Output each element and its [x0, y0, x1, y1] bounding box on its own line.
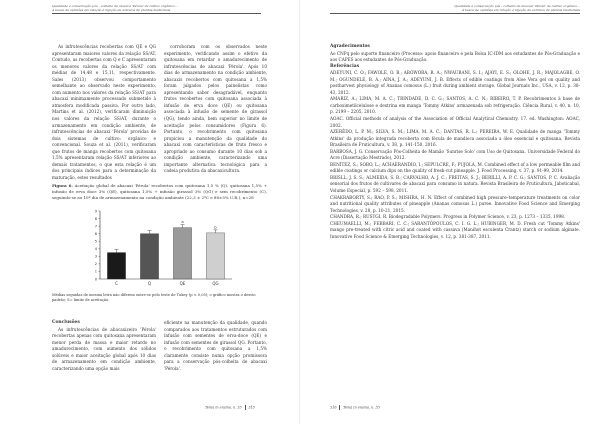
header-line-1: Qualidade e conservação pós - colheita de abacaxi 'Pérola' de cultivo orgânico...: [52, 4, 178, 8]
reference-item: BENÍTEZ, S.; SOBO, L.; ACHAERANDIO, I.; SEPULCRE, F.; PUJOLÀ, M. Combined effect of a low permeable film and edible coatings or calcium dips on the quality of fresh-cut pineapple. J. Food Processing, v. 37, p. 91-99, 2014.: [330, 161, 580, 174]
y-tick-label: 7: [94, 224, 97, 229]
x-tick-label: QE: [179, 281, 186, 286]
bar-label: b: [214, 224, 217, 230]
references-heading: Referências: [330, 63, 360, 69]
acknowledgments-heading: Agradecimentos: [330, 44, 370, 49]
body-column-2: [164, 44, 267, 175]
conclusions-column-2: [164, 320, 267, 372]
y-tick-label: 4: [94, 247, 97, 252]
figure-caption-text: Aceitação global de abacaxi 'Pérola' recobertos com quitosana 1,5 % (Q), quitosana 1,5% + infusão de erva doce 3% (QE), quitosana 1,5% + infusão girassol 3% (QG) e sem recobrimento (C), seguindo-se ao 10º dia de armazenamento na condição ambiente (22,3 ± 2ºC e 88±5% U.R.), n=28: [52, 183, 267, 201]
header-line-2: Á busca de opiniões em relação à injeção de extratos de plantas medicinais: [52, 7, 171, 12]
reference-item: AMARIZ, A.; LIMA, M. A. C.; TRINDADE, D. C. G.; SANTOS, A. C. N.; RIBEIRO, T. P. Recobrimentos à base de carboximetilcelulose e dextrina em manga 'Tommy Atkins' armazenada sob refrigeração. Ciência Rural, v. 40, n. 10, p. 2199 – 2205, 2010.: [330, 96, 580, 115]
bar: [206, 233, 224, 279]
footer-left: [205, 405, 255, 410]
y-tick-label: 6: [94, 231, 97, 236]
reference-item: AOAC. Official methods of analysis of the Association of Official Analytical Chemistry. 17. ed. Washington: AOAC, 2002.: [330, 116, 580, 128]
conclusions-heading: Conclusões: [52, 320, 80, 325]
page-number: 315: [248, 405, 255, 410]
paragraph: corroboram com os observados neste experimento, verificando assim o efetivo da quitosana em retardar o amadurecimento de infrutescências de abacaxi 'Pérola'. Após 10 dias de armazenamento na condição ambiente, abacaxis recobertos com quitosana a 1,5% foram julgados pelos painelistas como apresentando sabor desagradável, enquanto frutos recobertos com quitosana associada à infusão de erva doce (QE) ou quitosana associada à infusão de semente de girassol (QG), tendo ainda, bem superior no limite de aceitação pelos consumidores (Figura 6). Portanto, o recobrimento com quitosana propiciou a manutenção da qualidade do abacaxi com características de fruto fresco e apropriado ao consumo durante 10 dias sob a condição ambiente, caracterizando uma importante alternativa tecnológica para a cadeia produtiva da abacaxicultura.: [164, 44, 267, 174]
y-tick-label: 2: [94, 262, 97, 267]
footer-right: [330, 405, 380, 410]
reference-item: BARBOSA, J. G. Conservação Pós-Colheita de Mamão 'Sunrise Solo' com Uso de Quitosana. Universidade Federal do Acre (Dissertação Mestrado), 2012.: [330, 148, 580, 161]
y-tick-label: 1: [94, 269, 97, 274]
figure-note: Médias seguidas de mesma letra não diferem entre-se pelo teste de Tukey (p < 0,05); o gráfico mostra o desvio padrão; S= limite de aceitação.: [52, 293, 256, 303]
acceptance-bar-chart: [82, 205, 242, 291]
y-tick-label: 8: [94, 216, 97, 221]
running-header-left: [52, 5, 252, 12]
bar: [107, 253, 125, 279]
reference-item: CHAKRABORTY, S.; RAO, P. S.; MISHRA, H. N. Effect of combined high pressure–temperature treatments on color and nutritional quality attributes of pineapple (Ananas comosus L.) puree. Innovative Food Science and Emerging Technologies, v. 28, p. 10-21, 2015.: [330, 194, 580, 213]
paragraph: eficiente na manutenção da qualidade, quando comparados aos tratamentos estruturados com infusão com sementes de erva-doce (QE) e infusão com sementes de girassol QG. Portanto, o recobrimento com quitosana a 1,5% claramente consiste numa opção promissora para a conservação pós-colheita de abacaxi 'Pérola'.: [164, 320, 267, 371]
bar-label: a: [181, 219, 184, 225]
figure-caption: [52, 183, 267, 202]
x-tick-label: Q: [147, 281, 152, 286]
y-tick-label: 0: [94, 277, 97, 282]
header-divider: [52, 13, 261, 14]
right-page: [300, 0, 600, 424]
header-line-2: Á busca de opiniões em relação à injeção de extratos de plantas medicinais: [461, 7, 580, 12]
y-tick-label: 9: [94, 209, 97, 214]
y-tick-label: 5: [94, 239, 97, 244]
reference-item: CHANDRA, R.; RUSTGI, R. Biodegradable Polymers. Progress in Polymer Science, v. 23, p. 1273 – 1335, 1998.: [330, 214, 566, 220]
header-divider: [330, 13, 580, 14]
conclusions-column-1: [52, 320, 156, 372]
paragraph: As infrutescências recobertas com QE e QG apresentaram maiores valores da relação SS/AT. Contudo, as recobertas com Q e C apresentaram os menores valores da relação SS/AT com médias de 14,48 e 15,11, respectivamente. Sales (2013) observou comportamento semelhante ao observado neste experimento, com aumento nos valores da relação SS/AT para abacaxi minimamente processado submetido à atmosfera modificada passiva. Por outro lado, Martins et al. (2012), verificaram diminuição nos valores da relação SS/AT, durante o armazenamento em condição ambiente, de infrutescências de abacaxi 'Pérola' providas de dois sistemas de cultivo: orgânico e convencional. Souza et al. (2011), verificaram que frutos de manga recobertos com quitosana 1,5% apresentaram relação SS/AT inferiores ao demais tratamentos, o que esta relação é um dos principais índices para a determinação da maturação, estes resultados: [52, 44, 156, 180]
header-line-1: Qualidade e conservação pós - colheita de abacaxi 'Pérola' de cultivo orgânico...: [454, 4, 580, 8]
bar: [140, 234, 158, 279]
x-tick-label: QG: [212, 281, 219, 286]
acknowledgments-text: Ao CNPq pelo suporte financeiro (Processo: apoio financeiro e pela Bolsa IC-IDM aos estudantes de Pós-Graduação e aos CAPES aos estudantes de Pós-Graduação.: [330, 50, 580, 63]
paragraph: As infrutescências de abacaxizeiro 'Pérola' recobertas apenas com quitosana apresentaram menor perda de massa e maior retardo no amadurecimento, com aumento dos sólidos solúveis e maior aceitação global após 10 dias de armazenamento em condição ambiente, caracterizando uma opção mais: [52, 326, 156, 371]
references-column: [330, 44, 580, 240]
bar: [173, 228, 191, 279]
footer-journal: Tema in ensino, n. 33: [205, 405, 242, 410]
x-tick-label: C: [115, 281, 118, 286]
running-header-right: [440, 5, 580, 12]
reference-item: AZERÊDO, L. P. M.; SILVA, S. M.; LIMA, M. A. C.; DANTAS, R. L.; PEREIRA, W. E. Qualidade de manga 'Tommy Atkins' da produção integrada recoberta com fécula de mandioca associada a óleo essencial e quitosana. Revista Brasileira de Fruticultura, v. 38, p. 141-150, 2016.: [330, 129, 580, 148]
reference-item: CHEUMAELLI, M.; FEBBARI, C. C.; SARANTÓPOULOS, C. I. G. L.; HUBINGER, M. D. Fresh cut 'Tommy Atkins' mango pre-treated with citric acid and coated with cassava (Manihot esculenta Crantz) starch or sodium alginate. Innovative Food Science & Emerging Technologies, v. 12, p. 381-387, 2011.: [330, 220, 580, 239]
footer-journal: Tema in ensino, n. 33: [343, 405, 380, 410]
figure-caption-label: Figura 6.: [52, 183, 73, 188]
reference-item: ADEYUNI, C. O.; FAWOLE, O. B.; ABOWORA, R. A.; NWAUBANI, S. I.; AJAYI, E. S.; OLOHE, J. R.; MAJOLAGBE, O. M.; OGUNDELE, B. A.; AINA, J. A.; ADEYUNI, J. B. Effects of edible coatings from Aloe Vera gel on quality and postharvest physiology of Ananas comosus (L.) fruit during ambient storage. Global Journals Inc., USA, v. 12, p. 38-43, 2012.: [330, 70, 580, 95]
page-number: 316: [330, 405, 337, 410]
reference-list: [330, 70, 580, 240]
y-tick-label: 3: [94, 254, 97, 259]
body-column-1: [52, 44, 156, 181]
reference-item: BRISLL, J. S. S.; ALMEIDA, S. B.; CARVALHO, A. J. C.; FREITAS, S. J.; BERILLI, A. P. C. G.; SANTOS, P. C. Avaliação sensorial dos frutos de cultivares de abacaxi para consumo in natura. Revista Brasileira de Fruticultura, Jaboticabal, Volume Especial, p. 592 – 598, 2011.: [330, 174, 580, 194]
